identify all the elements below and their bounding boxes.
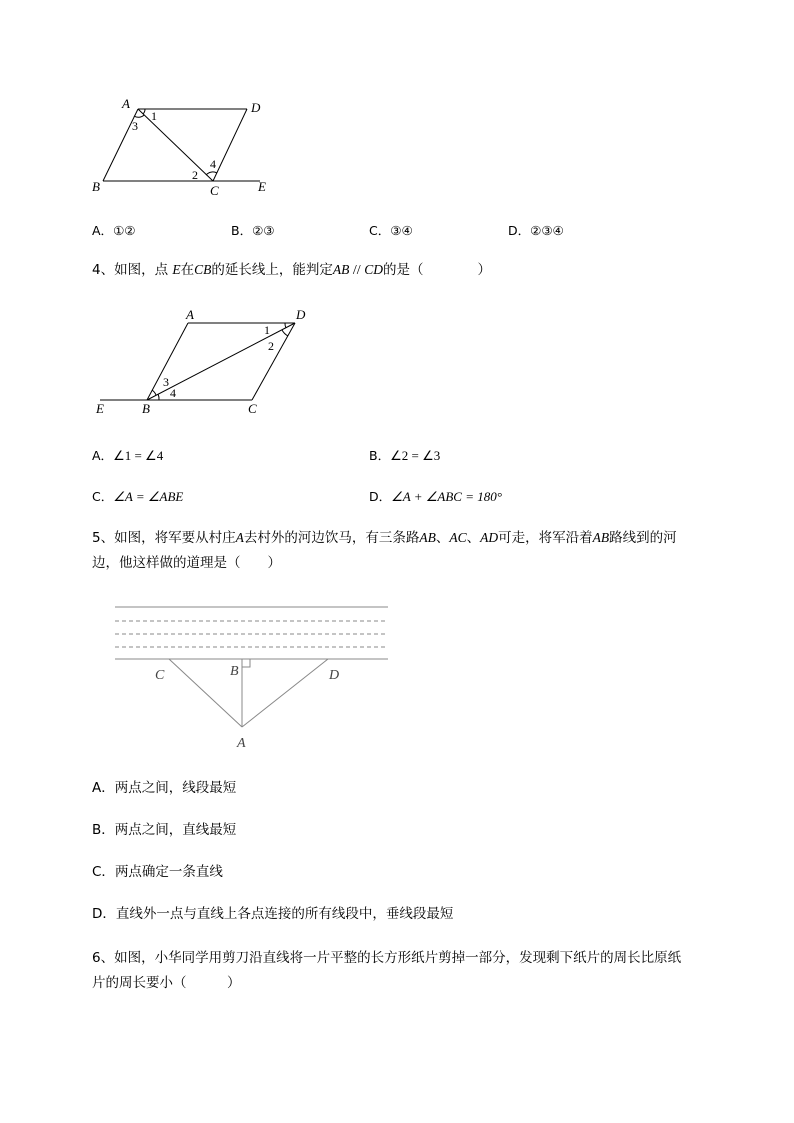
q5-option-a[interactable]: A．两点之间，线段最短 bbox=[92, 780, 237, 796]
question-6-stem-line1: 6、如图，小华同学用剪刀沿直线将一片平整的长方形纸片剪掉一部分，发现剩下纸片的周长比原纸 bbox=[92, 950, 682, 966]
q3-option-a[interactable]: A．①② bbox=[92, 223, 136, 238]
question-5-stem-line2: 边，他这样做的道理是（ ） bbox=[92, 555, 281, 571]
angle-label-3: 3 bbox=[132, 119, 138, 133]
label-c: C bbox=[155, 668, 165, 683]
label-c: C bbox=[248, 401, 257, 416]
angle-mark-4 bbox=[158, 394, 159, 400]
segment-ac bbox=[138, 109, 213, 181]
q3-option-d[interactable]: D．②③④ bbox=[508, 223, 564, 238]
label-b: B bbox=[92, 179, 100, 194]
q4-option-a[interactable]: A．∠1 = ∠4 bbox=[92, 448, 164, 463]
label-e: E bbox=[258, 179, 266, 194]
q5-option-d[interactable]: D．直线外一点与直线上各点连接的所有线段中，垂线段最短 bbox=[92, 906, 454, 922]
q4-option-d[interactable]: D．∠A + ∠ABC = 180° bbox=[369, 489, 502, 504]
figure-river-paths bbox=[110, 600, 395, 755]
label-a: A bbox=[237, 736, 246, 751]
angle-label-4: 4 bbox=[170, 386, 176, 400]
label-b: B bbox=[142, 401, 150, 416]
q5-option-c[interactable]: C．两点确定一条直线 bbox=[92, 864, 223, 880]
angle-mark-2 bbox=[282, 330, 288, 336]
q3-option-c[interactable]: C．③④ bbox=[369, 223, 413, 238]
angle-mark-1 bbox=[285, 323, 286, 328]
angle-label-4: 4 bbox=[210, 157, 216, 171]
path-ad bbox=[242, 659, 328, 727]
label-d: D bbox=[296, 307, 306, 322]
label-a: A bbox=[186, 307, 194, 322]
label-d: D bbox=[251, 100, 261, 115]
angle-mark-1 bbox=[143, 109, 145, 114]
label-c: C bbox=[210, 183, 219, 198]
label-b: B bbox=[230, 664, 239, 679]
angle-mark-3 bbox=[152, 390, 156, 395]
angle-label-3: 3 bbox=[163, 375, 169, 389]
segment-dc bbox=[213, 109, 247, 181]
q3-option-b[interactable]: B．②③ bbox=[231, 223, 275, 238]
label-e: E bbox=[96, 401, 104, 416]
angle-label-1: 1 bbox=[151, 109, 157, 123]
q4-option-b[interactable]: B．∠2 = ∠3 bbox=[369, 448, 441, 463]
label-a: A bbox=[122, 96, 130, 111]
q4-option-c[interactable]: C．∠A = ∠ABE bbox=[92, 489, 184, 504]
q5-option-b[interactable]: B．两点之间，直线最短 bbox=[92, 822, 237, 838]
question-5-stem-line1: 5、如图，将军要从村庄A去村外的河边饮马，有三条路AB、AC、AD可走，将军沿着AB路线到的河 bbox=[92, 530, 677, 546]
angle-label-1: 1 bbox=[264, 323, 270, 337]
question-4-stem: 4、如图，点 E在CB的延长线上，能判定AB // CD的是（ ） bbox=[92, 262, 491, 278]
figure-parallelogram-q4 bbox=[92, 305, 322, 420]
angle-mark-3 bbox=[134, 115, 144, 117]
figure-parallelogram-q3 bbox=[88, 95, 278, 200]
right-angle-mark bbox=[242, 659, 250, 667]
question-6-stem-line2: 片的周长要小（ ） bbox=[92, 975, 241, 991]
angle-label-2: 2 bbox=[268, 339, 274, 353]
angle-label-2: 2 bbox=[192, 168, 198, 182]
angle-mark-4 bbox=[206, 172, 217, 175]
label-d: D bbox=[329, 668, 340, 683]
